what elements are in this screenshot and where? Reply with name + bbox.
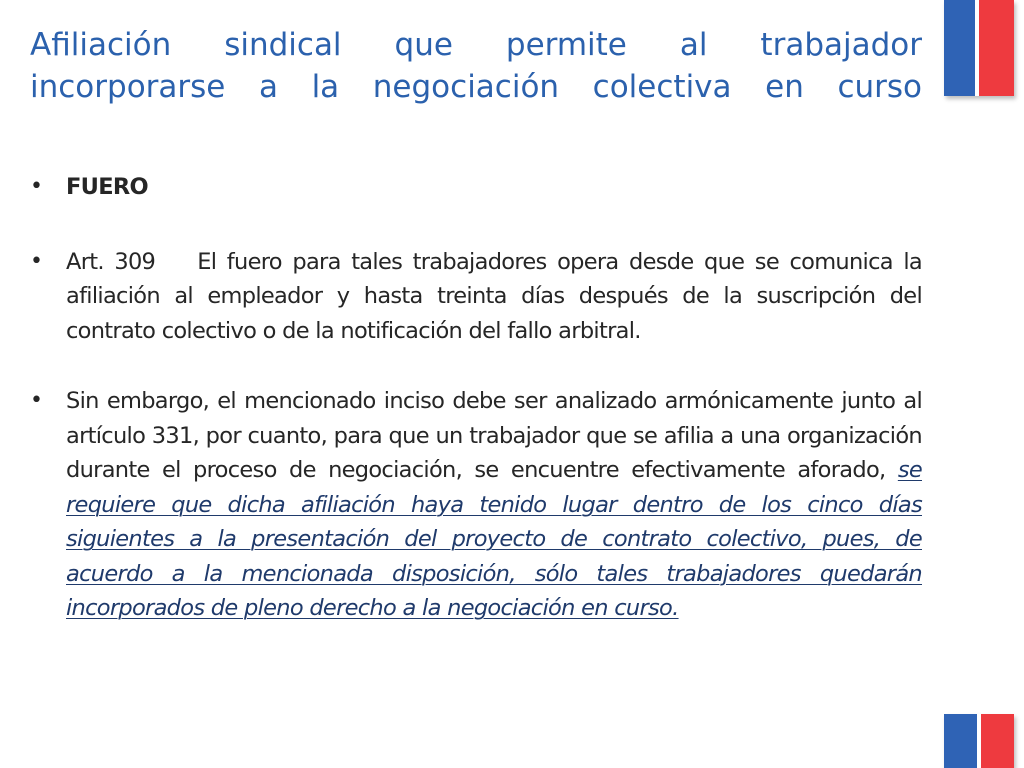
flag-blue-stripe	[944, 714, 977, 768]
list-item-sin-embargo	[30, 384, 922, 626]
flag-decoration-bottom	[944, 714, 1014, 768]
title-line-2: incorporarse a la negociación colectiva en curso	[30, 69, 922, 105]
sin-embargo-text: Sin embargo, el mencionado inciso debe ser analizado armónicamente junto al artículo 331, por cuanto, para que un trabajador que se afilia a una organización durante el proceso de negociación, se encuentre efectivamente aforado,	[66, 388, 922, 483]
bullet-icon: •	[30, 248, 43, 274]
fuero-heading: FUERO	[66, 174, 148, 200]
slide-title	[30, 24, 922, 108]
article-number: Art. 309	[66, 248, 156, 275]
flag-red-stripe	[979, 0, 1014, 96]
bullet-icon: •	[30, 388, 43, 413]
title-line-1: Afiliación sindical que permite al trabajador	[30, 27, 922, 63]
list-item-article-309	[30, 245, 922, 349]
list-item-fuero	[30, 170, 922, 205]
flag-red-stripe	[981, 714, 1014, 768]
flag-decoration-top	[944, 0, 1014, 96]
flag-blue-stripe	[944, 0, 975, 96]
article-text: El fuero para tales trabajadores opera desde que se comunica la afiliación al empleador y hasta treinta días después de la suscripción del contrato colectivo o de la notificación del fallo arbitral.	[66, 248, 923, 344]
bullet-icon: •	[30, 174, 43, 199]
bullet-list	[30, 170, 922, 626]
emphasized-text: se requiere que dicha afiliación haya tenido lugar dentro de los cinco días siguientes a la presentación del proyecto de contrato colectivo, pues, de acuerdo a la mencionada disposición, sólo tales trabajadores quedarán incorporados de pleno derecho a la negociación en curso.	[66, 457, 922, 621]
